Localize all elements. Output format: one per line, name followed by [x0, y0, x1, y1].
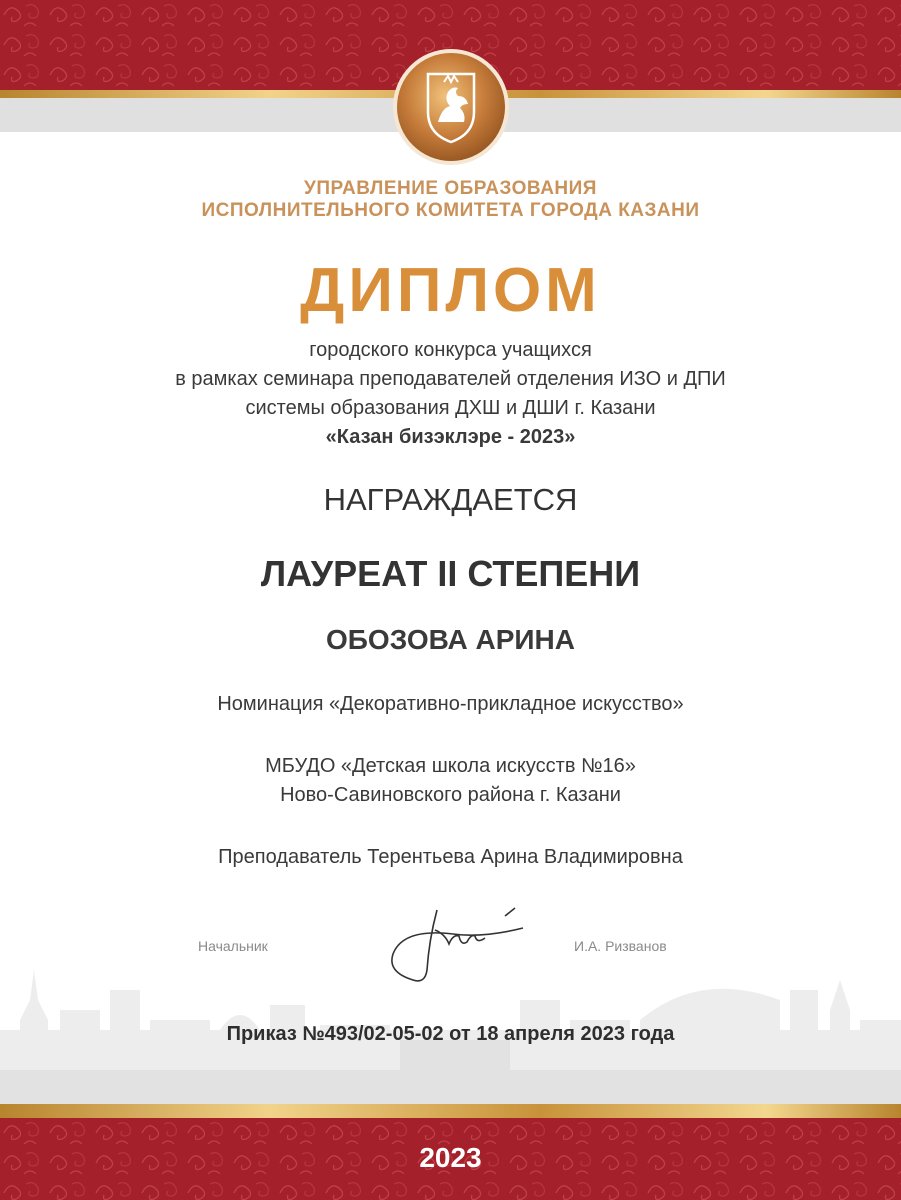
nomination: Номинация «Декоративно-прикладное искусство» [217, 693, 684, 715]
handwritten-signature [375, 900, 535, 990]
signatory-name: И.А. Ризванов [574, 938, 667, 954]
diploma-title: ДИПЛОМ [300, 256, 601, 325]
recipient-name: ОБОЗОВА АРИНА [326, 624, 575, 655]
signatory-position: Начальник [198, 938, 268, 954]
subtitle-line-1: городского конкурса учащихся [309, 339, 592, 361]
org-line-1: УПРАВЛЕНИЕ ОБРАЗОВАНИЯ [304, 178, 597, 199]
issuing-organization [0, 178, 901, 222]
order-reference: Приказ №493/02-05-02 от 18 апреля 2023 года [226, 1023, 675, 1045]
school-info [0, 752, 901, 810]
kazan-coat-of-arms-icon [392, 48, 510, 166]
subtitle-line-3: системы образования ДХШ и ДШИ г. Казани [245, 397, 656, 419]
subtitle-line-2: в рамках семинара преподавателей отделения ИЗО и ДПИ [175, 368, 726, 390]
contest-name: «Казан бизэклэре - 2023» [325, 426, 576, 448]
awarded-label: НАГРАЖДАЕТСЯ [323, 482, 578, 517]
org-line-2: ИСПОЛНИТЕЛЬНОГО КОМИТЕТА ГОРОДА КАЗАНИ [201, 200, 700, 221]
school-line-2: Ново-Савиновского района г. Казани [280, 784, 621, 806]
diploma-subtitle [0, 336, 901, 452]
diploma-year: 2023 [419, 1142, 482, 1173]
bottom-gold-stripe [0, 1104, 901, 1118]
school-line-1: МБУДО «Детская школа искусств №16» [265, 755, 636, 777]
award-degree: ЛАУРЕАТ II СТЕПЕНИ [260, 553, 641, 594]
teacher-name: Преподаватель Терентьева Арина Владимировна [218, 846, 683, 868]
